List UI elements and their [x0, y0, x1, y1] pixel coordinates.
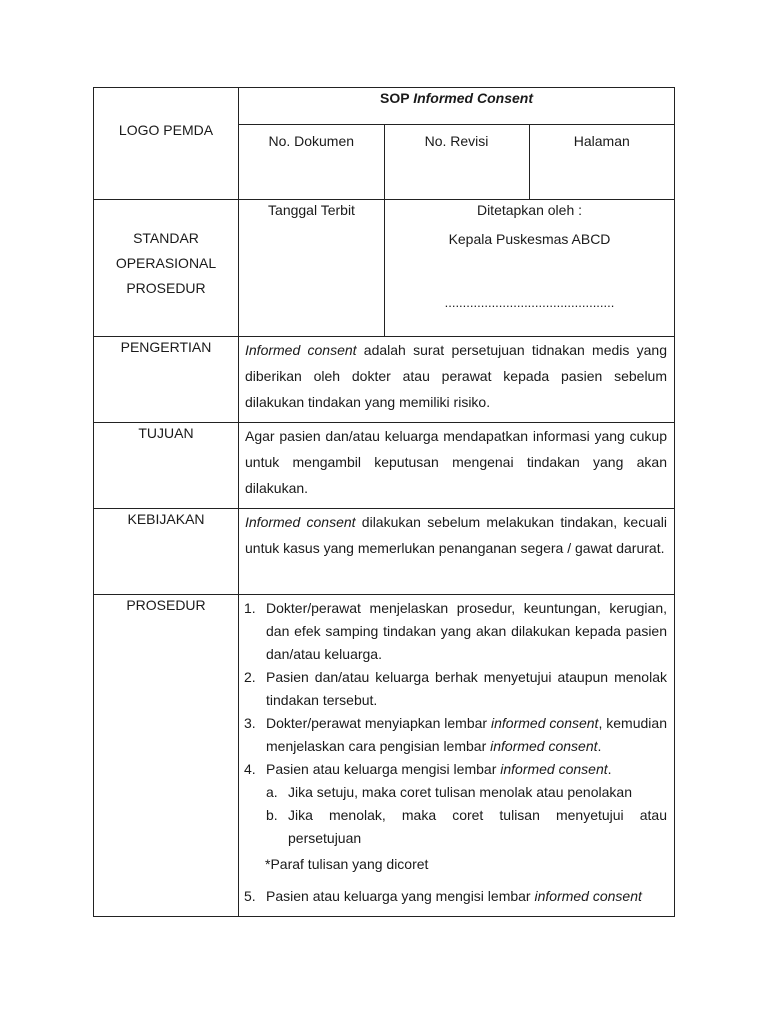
signature-line: ............................................... [444, 295, 615, 310]
pengertian-label: PENGERTIAN [94, 337, 239, 423]
sub-list-item: a. Jika setuju, maka coret tulisan menolak atau penolakan [266, 784, 632, 800]
list-item: 2. Pasien dan/atau keluarga berhak menyetujui ataupun menolak tindakan tersebut. [244, 669, 667, 708]
document-info-cell [239, 125, 675, 200]
kepala-puskesmas-label: Kepala Puskesmas ABCD [448, 231, 611, 247]
ditetapkan-block [385, 200, 675, 336]
halaman-label: Halaman [573, 133, 630, 149]
list-item: 1. Dokter/perawat menjelaskan prosedur, keuntungan, kerugian, dan efek samping tindakan yang akan dilakukan kepada pasien dan/atau keluarga. [244, 600, 667, 662]
ditetapkan-label: Ditetapkan oleh : [476, 202, 583, 218]
tanggal-terbit-label: Tanggal Terbit [239, 200, 385, 336]
standar-operasional-prosedur-cell [94, 200, 239, 337]
logo-pemda-label: LOGO PEMDA [118, 122, 214, 138]
standar-line-2: OPERASIONAL [115, 255, 217, 271]
approval-cell [239, 200, 675, 337]
sub-list-item: b. Jika menolak, maka coret tulisan menyetujui atau persetujuan [266, 807, 667, 846]
paraf-note: *Paraf tulisan yang dicoret [265, 856, 429, 872]
tujuan-label: TUJUAN [94, 423, 239, 509]
list-item: 3. Dokter/perawat menyiapkan lembar informed consent, kemudian menjelaskan cara pengisian lembar informed consent. [244, 715, 667, 754]
prosedur-label: PROSEDUR [94, 595, 239, 917]
no-revisi-label: No. Revisi [384, 125, 529, 199]
no-dokumen-label: No. Dokumen [239, 125, 384, 199]
kebijakan-label: KEBIJAKAN [94, 509, 239, 595]
standar-line-3: PROSEDUR [126, 280, 206, 296]
tujuan-text: Agar pasien dan/atau keluarga mendapatkan informasi yang cukup untuk mengambil keputusan mengenai tindakan yang akan dilakukan. [239, 423, 675, 509]
list-item: 5. Pasien atau keluarga yang mengisi lembar informed consent [244, 888, 642, 904]
sop-title: SOP Informed Consent [239, 88, 675, 125]
sop-title-italic: Informed Consent [413, 90, 533, 106]
document-info-row [239, 125, 674, 199]
standar-line-1: STANDAR [133, 230, 199, 246]
logo-cell [94, 88, 239, 200]
pengertian-text: Informed consent adalah surat persetujuan tidnakan medis yang diberikan oleh dokter atau perawat kepada pasien sebelum dilakukan tindakan yang memiliki risiko. [239, 337, 675, 423]
kebijakan-text: Informed consent dilakukan sebelum melakukan tindakan, kecuali untuk kasus yang memerlukan penanganan segera / gawat darurat. [239, 509, 675, 595]
prosedur-list [239, 595, 675, 917]
list-item: 4. Pasien atau keluarga mengisi lembar informed consent. [244, 761, 612, 777]
sop-document-table [93, 87, 675, 917]
